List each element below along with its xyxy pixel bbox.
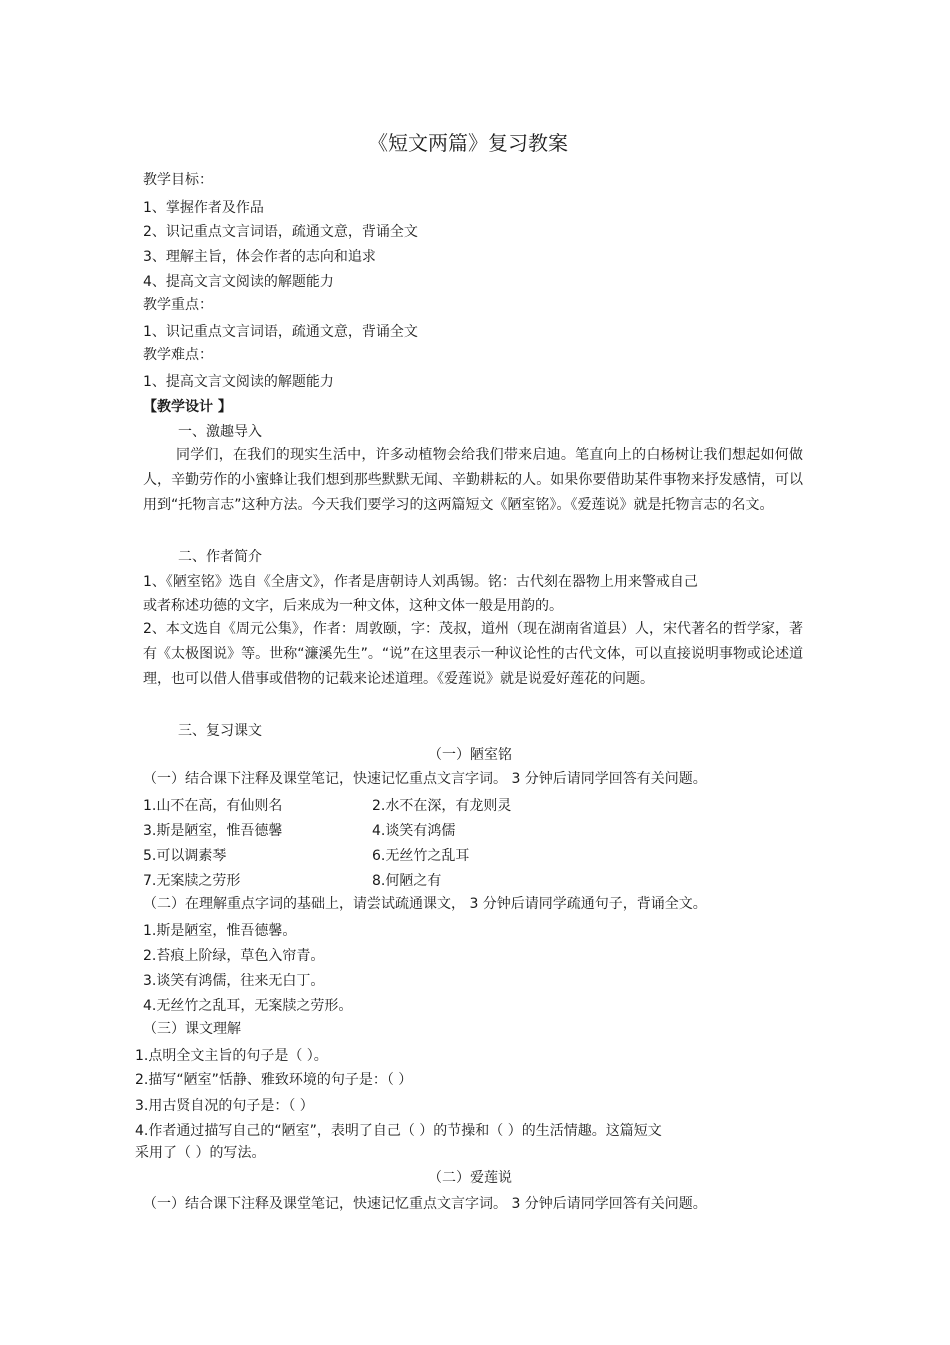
goals-heading: 教学目标： [143,172,213,188]
comprehension-item: 采用了（ ）的写法。 [135,1145,266,1161]
part2-question-1: （一）结合课下注释及课堂笔记，快速记忆重点文言字词。 3 分钟后请同学回答有关问题。 [143,1196,707,1212]
part1-question-1: （一）结合课下注释及课堂笔记，快速记忆重点文言字词。 3 分钟后请同学回答有关问题。 [143,771,707,787]
word-item: 5.可以调素琴 [143,848,227,864]
word-item: 3.斯是陋室，惟吾德馨 [143,823,283,839]
page-title: 《短文两篇》复习教案 [368,131,568,155]
comprehension-item: 3.用古贤自况的句子是：（ ） [135,1098,314,1114]
design-heading: 【教学设计 】 [143,399,232,415]
word-item: 2.水不在深，有龙则灵 [372,798,512,814]
sentence-item: 1.斯是陋室，惟吾德馨。 [143,923,297,939]
word-item: 4.谈笑有鸿儒 [372,823,456,839]
part1-question-2: （二）在理解重点字词的基础上，请尝试疏通课文， 3 分钟后请同学疏通句子，背诵全文。 [143,896,707,912]
section1-paragraph: 同学们，在我们的现实生活中，许多动植物会给我们带来启迪。笔直向上的白杨树让我们想起如何做人，辛勤劳作的小蜜蜂让我们想到那些默默无闻、辛勤耕耘的人。如果你要借助某件事物来抒发感情，可以用到“托物言志”这种方法。今天我们要学习的这两篇短文《陋室铭》。《爱莲说》就是托物言志的名文。 [143,447,803,513]
section1-heading: 一、激趣导入 [178,424,262,440]
difficulty-heading: 教学难点： [143,347,213,363]
section3-heading: 三、复习课文 [178,723,262,739]
section2-heading: 二、作者简介 [178,549,262,565]
comprehension-item: 1.点明全文主旨的句子是（ ）。 [135,1048,328,1064]
author-intro-1-line2: 或者称述功德的文字，后来成为一种文体，这种文体一般是用韵的。 [143,598,563,614]
sentence-item: 4.无丝竹之乱耳，无案牍之劳形。 [143,998,353,1014]
word-item: 7.无案牍之劳形 [143,873,241,889]
sentence-item: 2.苔痕上阶绿，草色入帘青。 [143,948,325,964]
sentence-item: 3.谈笑有鸿儒，往来无白丁。 [143,973,325,989]
goal-item: 2、识记重点文言词语，疏通文意，背诵全文 [143,224,418,240]
comprehension-item: 2.描写“陋室”恬静、雅致环境的句子是：（ ） [135,1072,413,1088]
word-item: 1.山不在高，有仙则名 [143,798,283,814]
author-intro-1-line1: 1、《陋室铭》选自《全唐文》，作者是唐朝诗人刘禹锡。铭：古代刻在器物上用来警戒自己 [143,574,698,590]
part2-title: （二）爱莲说 [428,1170,512,1186]
part1-question-3: （三）课文理解 [143,1021,241,1037]
word-item: 8.何陋之有 [372,873,442,889]
part1-title: （一）陋室铭 [428,747,512,763]
author-intro-2: 2、本文选自《周元公集》，作者：周敦颐，字：茂叔，道州（现在湖南省道县）人，宋代著名的哲学家，著有《太极图说》等。世称“濂溪先生”。“说”在这里表示一种议论性的古代文体，可以直接说明事物或论述道理，也可以借人借事或借物的记载来论述道理。《爱莲说》就是说爱好莲花的问题。 [143,621,803,687]
goal-item: 3、理解主旨，体会作者的志向和追求 [143,249,376,265]
goal-item: 4、提高文言文阅读的解题能力 [143,274,334,290]
key-point-heading: 教学重点： [143,297,213,313]
key-point-item: 1、识记重点文言词语，疏通文意，背诵全文 [143,324,418,340]
comprehension-item: 4.作者通过描写自己的“陋室”，表明了自己（ ）的节操和（ ）的生活情趣。这篇短文 [135,1123,662,1139]
word-item: 6.无丝竹之乱耳 [372,848,470,864]
difficulty-item: 1、提高文言文阅读的解题能力 [143,374,334,390]
goal-item: 1、掌握作者及作品 [143,200,264,216]
